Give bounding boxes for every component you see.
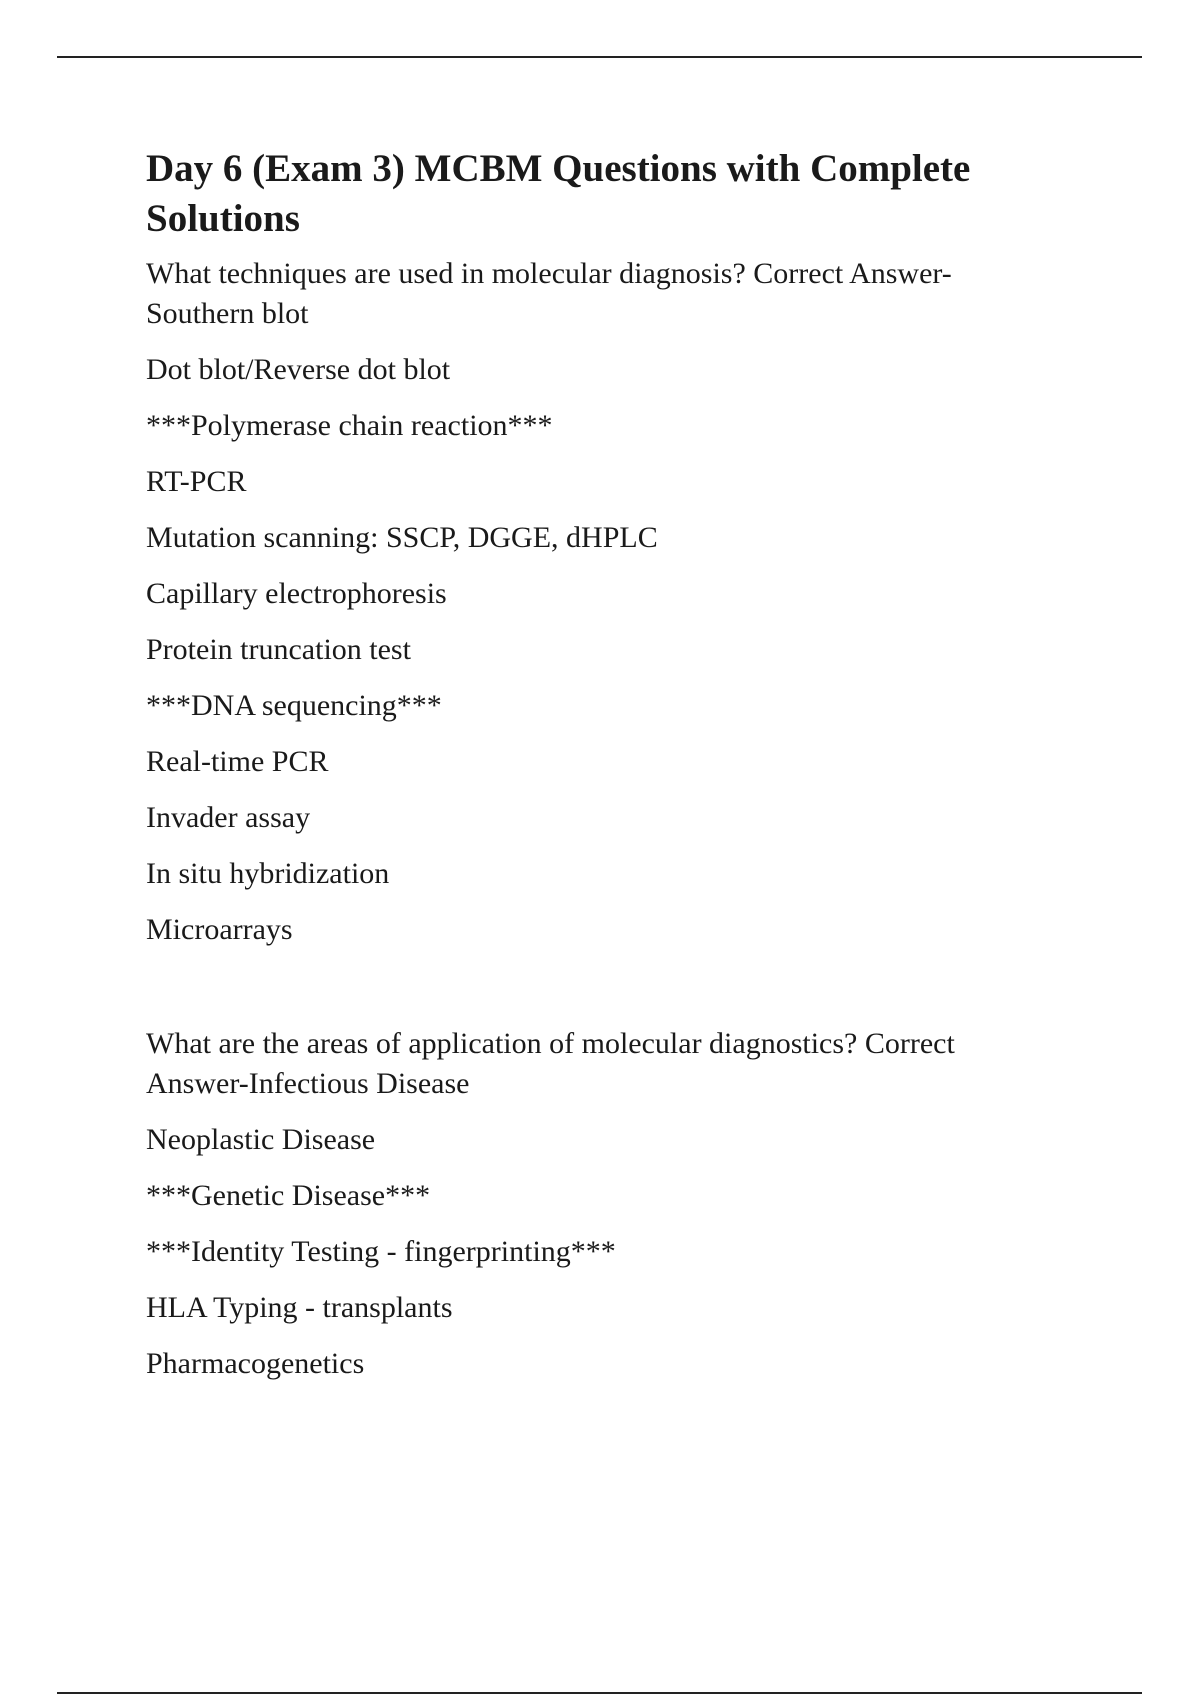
- answer-line: ***Polymerase chain reaction***: [146, 409, 553, 442]
- answer-line: RT-PCR: [146, 465, 247, 498]
- answer-line: Invader assay: [146, 801, 311, 834]
- question-block-2: [146, 1024, 1046, 1384]
- answer-line: ***DNA sequencing***: [146, 689, 442, 722]
- answer-line: Pharmacogenetics: [146, 1347, 365, 1380]
- answer-line: ***Genetic Disease***: [146, 1179, 431, 1212]
- answer-line: In situ hybridization: [146, 857, 390, 890]
- answer-line: Microarrays: [146, 913, 293, 946]
- question-text: What are the areas of application of molecular diagnostics? Correct Answer-Infectious Disease: [146, 1027, 955, 1100]
- question-text: What techniques are used in molecular diagnosis? Correct Answer-Southern blot: [146, 257, 952, 330]
- answer-line: ***Identity Testing - fingerprinting***: [146, 1235, 616, 1268]
- answer-line: Mutation scanning: SSCP, DGGE, dHPLC: [146, 521, 658, 554]
- answer-line: Protein truncation test: [146, 633, 411, 666]
- bottom-rule: [57, 1692, 1142, 1694]
- answer-line: Dot blot/Reverse dot blot: [146, 353, 451, 386]
- answer-line: Capillary electrophoresis: [146, 577, 447, 610]
- question-block-1: [146, 254, 1046, 950]
- answer-line: Neoplastic Disease: [146, 1123, 376, 1156]
- document-title: Day 6 (Exam 3) MCBM Questions with Complete Solutions: [146, 147, 971, 240]
- document-body: [146, 144, 1046, 1384]
- answer-line: HLA Typing - transplants: [146, 1291, 453, 1324]
- top-rule: [57, 56, 1142, 58]
- answer-line: Real-time PCR: [146, 745, 329, 778]
